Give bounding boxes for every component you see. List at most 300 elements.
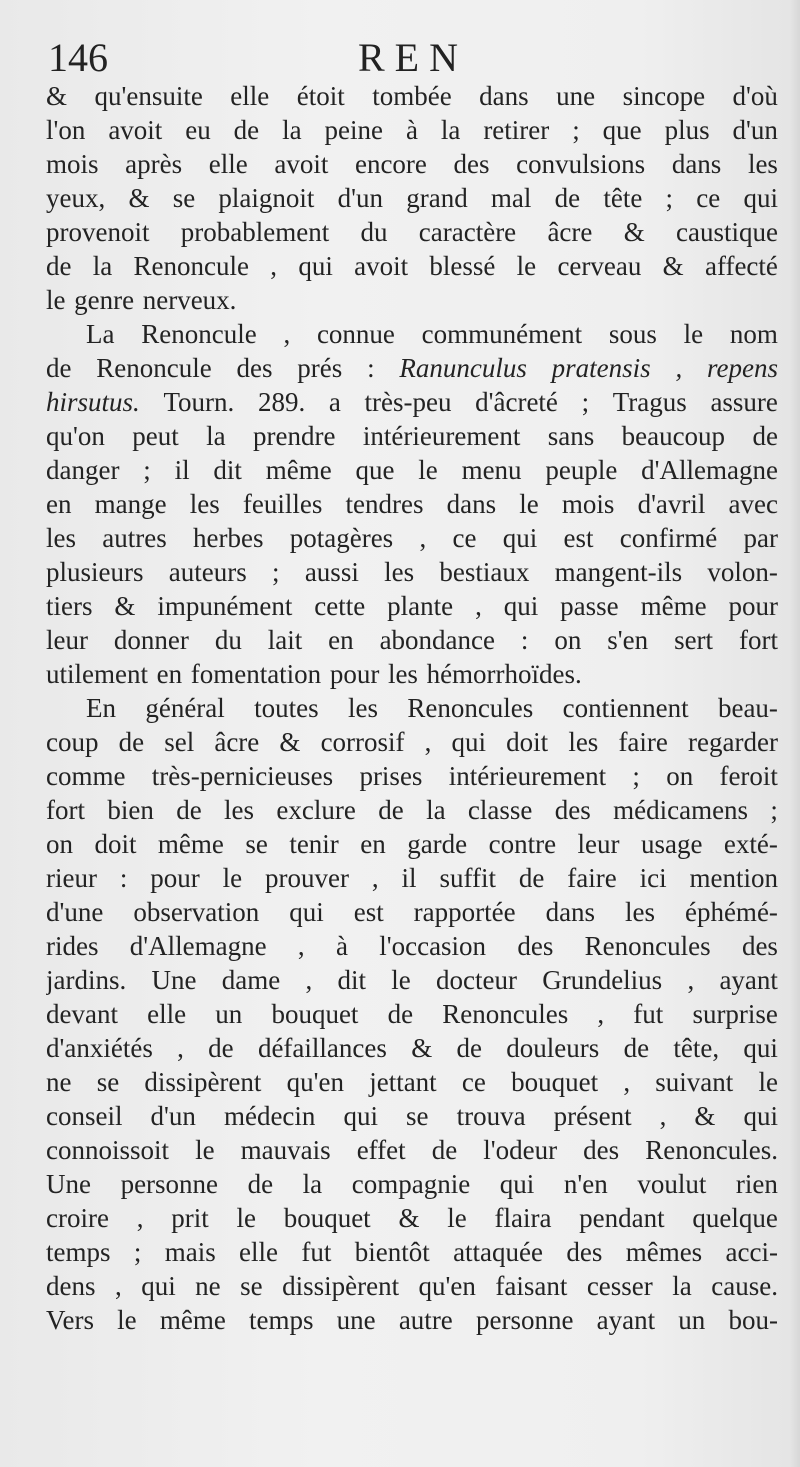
word: personne [120, 1169, 219, 1199]
word: croire [46, 1203, 109, 1233]
word: tenir [289, 829, 339, 859]
word: : [520, 625, 529, 655]
word: leur [577, 829, 620, 859]
word: qui [743, 1101, 778, 1131]
word: cette [314, 591, 366, 621]
word: Renoncule [141, 319, 257, 349]
word: fomentation [190, 659, 322, 689]
word: convulsions [516, 149, 646, 179]
word: le [391, 965, 411, 995]
word: connoissoit [46, 1135, 170, 1165]
word: , [177, 1033, 184, 1063]
word: est [563, 523, 594, 553]
word: mais [164, 1237, 216, 1267]
word: dens [46, 1271, 96, 1301]
word: ; [572, 115, 580, 145]
word: dit [213, 455, 242, 485]
text-line [46, 929, 778, 963]
word: prises [359, 761, 423, 791]
word: caractère [418, 217, 517, 247]
word: voulut [637, 1169, 707, 1199]
word: du [214, 625, 242, 655]
italic-word: , [675, 353, 683, 383]
word: & [114, 591, 136, 621]
word: attaquée [453, 1237, 544, 1267]
word: Tourn. [163, 387, 235, 417]
word: des [566, 1237, 603, 1267]
word: de [176, 795, 202, 825]
word: , [305, 965, 313, 995]
word: on [666, 761, 694, 791]
word: le [758, 1067, 778, 1097]
word: la [206, 421, 226, 451]
word: en [46, 489, 72, 519]
word: : [119, 863, 128, 893]
word: le [519, 489, 539, 519]
word: abondance [379, 625, 495, 655]
word: mois [561, 489, 615, 519]
word: ce [461, 1067, 486, 1097]
word: tête [603, 183, 643, 213]
word: même [159, 1305, 226, 1335]
text-line [46, 521, 778, 555]
word: fort [46, 795, 85, 825]
word: dans [671, 149, 722, 179]
word: doit [506, 727, 549, 757]
word: donner [113, 625, 189, 655]
word: le [683, 319, 704, 349]
word: beau- [717, 693, 778, 723]
word: confirmé [619, 523, 718, 553]
word: mois [46, 149, 99, 179]
word: les [384, 557, 415, 587]
word: le [236, 1203, 256, 1233]
word: Une [151, 965, 197, 995]
word: les [625, 897, 656, 927]
word: le [46, 285, 66, 315]
word: tiers [46, 591, 93, 621]
word: tendres [345, 489, 424, 519]
word: contre [488, 829, 557, 859]
word: très-peu [364, 387, 452, 417]
text-line [46, 1031, 778, 1065]
text-line [46, 1065, 778, 1099]
word: mange [94, 489, 167, 519]
word: autres [102, 523, 167, 553]
word: Grundelius [542, 965, 663, 995]
word: après [125, 149, 183, 179]
word: ; [143, 455, 151, 485]
word: regarder [688, 727, 778, 757]
word: & [279, 727, 301, 757]
word: que [355, 455, 395, 485]
word: en [156, 659, 183, 689]
word: ici [639, 863, 667, 893]
word: ce [696, 183, 721, 213]
text-line [46, 113, 778, 147]
word: douleurs [506, 1033, 600, 1063]
word: se [172, 183, 196, 213]
word: Tragus [612, 387, 687, 417]
word: coup [46, 727, 99, 757]
text-line [46, 215, 778, 249]
text-line [46, 79, 778, 113]
word: cerveau [557, 251, 642, 281]
word: se [96, 1067, 120, 1097]
word: mangent-ils [554, 557, 683, 587]
word: médicamens [613, 795, 749, 825]
word: avoit [108, 115, 163, 145]
word: des [583, 1135, 620, 1165]
word: hémorrhoïdes. [426, 659, 582, 689]
word: potagères [289, 523, 394, 553]
word: dame [221, 965, 281, 995]
word: d'âcreté [475, 387, 558, 417]
text-line [46, 147, 778, 181]
word: bouquet [511, 1067, 599, 1097]
word: , [659, 1101, 667, 1131]
word: nerveux. [142, 285, 237, 315]
word: de [518, 863, 545, 893]
page-edge-shadow [790, 0, 800, 1467]
word: menu [461, 455, 522, 485]
word: nom [729, 319, 778, 349]
word: bou- [728, 1305, 778, 1335]
word: peuple [545, 455, 618, 485]
word: de [378, 795, 404, 825]
word: le [222, 863, 243, 893]
text-line [46, 793, 778, 827]
word: , [597, 999, 605, 1029]
word: , [114, 1271, 122, 1301]
text-line [46, 385, 778, 419]
word: peine [324, 115, 384, 145]
text-line [46, 1133, 778, 1167]
word: un [678, 1305, 706, 1335]
word: Renoncules [407, 693, 534, 723]
word: on [46, 829, 73, 859]
page-header [48, 34, 776, 84]
word: l'odeur [483, 1135, 558, 1165]
word: , [475, 591, 482, 621]
word: les [189, 489, 220, 519]
word: qui [743, 183, 778, 213]
word: une [336, 1305, 376, 1335]
word: prendre [253, 421, 336, 451]
word: général [145, 693, 225, 723]
word: genre [74, 285, 135, 315]
word: dans [545, 897, 596, 927]
word: de [247, 1169, 274, 1199]
word: lait [267, 625, 303, 655]
word: mal [490, 183, 532, 213]
word: sincope [622, 81, 706, 111]
word: d'anxiétés [46, 1033, 153, 1063]
word: les [387, 659, 418, 689]
word: impunément [157, 591, 293, 621]
word: même [265, 455, 332, 485]
word: communément [421, 319, 583, 349]
word: de [456, 1033, 482, 1063]
word: est [353, 897, 384, 927]
running-head: REN [358, 35, 468, 80]
word: encore [354, 149, 427, 179]
word: les [224, 795, 255, 825]
text-line [46, 283, 778, 317]
word: d'avril [637, 489, 706, 519]
word: n'en [563, 1169, 608, 1199]
word: âcre [547, 217, 593, 247]
text-line [46, 861, 778, 895]
word: dit [337, 965, 366, 995]
word: dissipèrent [144, 1067, 262, 1097]
word: qui [502, 523, 538, 553]
word: fort [738, 625, 778, 655]
word: qui [298, 251, 333, 281]
text-line [46, 691, 778, 725]
word: comme [46, 761, 126, 791]
word: un [215, 999, 243, 1029]
word: bestiaux [439, 557, 530, 587]
text-line [46, 555, 778, 589]
word: intérieurement [448, 761, 607, 791]
word: ; [133, 1237, 142, 1267]
text-line [46, 657, 778, 691]
word: des [517, 931, 554, 961]
word: fut [633, 999, 664, 1029]
text-line [46, 1099, 778, 1133]
word: dans [446, 489, 497, 519]
word: elle [230, 81, 270, 111]
word: les [46, 523, 76, 553]
page-number: 146 [48, 35, 108, 80]
word: qu'ensuite [94, 81, 203, 111]
word: cause. [711, 1271, 778, 1301]
word: connue [316, 319, 395, 349]
word: usage [640, 829, 703, 859]
word: l'occasion [379, 931, 487, 961]
word: , [687, 965, 695, 995]
word: faire [618, 727, 668, 757]
word: de [208, 1033, 234, 1063]
word: on [554, 625, 582, 655]
word: passe [560, 591, 619, 621]
word: personne [475, 1305, 574, 1335]
word: toutes [254, 693, 319, 723]
word: même [157, 829, 224, 859]
word: suivant [655, 1067, 734, 1097]
word: cesser [586, 1271, 653, 1301]
word: surprise [692, 999, 778, 1029]
word: la [302, 1169, 323, 1199]
word: mauvais [240, 1135, 331, 1165]
word: compagnie [351, 1169, 471, 1199]
word: mêmes [625, 1237, 703, 1267]
word: de [233, 115, 260, 145]
word: pendant [579, 1203, 665, 1233]
word: ; [272, 557, 280, 587]
text-line [46, 181, 778, 215]
word: médecin [223, 1101, 316, 1131]
text-line [46, 487, 778, 521]
word: contiennent [562, 693, 689, 723]
word: même [640, 591, 707, 621]
word: rides [46, 931, 99, 961]
word: classe [467, 795, 533, 825]
word: temps [249, 1305, 314, 1335]
word: garde [407, 829, 468, 859]
word: bouquet [271, 999, 359, 1029]
word: corrosif [320, 727, 405, 757]
word: rieur [46, 863, 97, 893]
word: & [662, 251, 684, 281]
word: d'un [732, 115, 778, 145]
text-line [46, 759, 778, 793]
word: , [270, 251, 278, 281]
word: bientôt [354, 1237, 430, 1267]
text-line [46, 317, 778, 351]
word: & [411, 1033, 433, 1063]
word: la [92, 251, 113, 281]
word: volon- [707, 557, 778, 587]
word: auteurs [168, 557, 247, 587]
word: peut [132, 421, 179, 451]
word: , [419, 523, 427, 553]
word: tombée [372, 81, 452, 111]
text-line [46, 589, 778, 623]
word: qui [289, 897, 324, 927]
italic-word: pratensis [551, 353, 651, 383]
word: probablement [180, 217, 330, 247]
word: qu'en [286, 1067, 344, 1097]
word: provenoit [46, 217, 150, 247]
word: ayant [596, 1305, 656, 1335]
text-line [46, 351, 778, 385]
word: exclure [276, 795, 356, 825]
word: & [46, 81, 68, 111]
word: trouva [456, 1101, 526, 1131]
text-line [46, 453, 778, 487]
word: elle [208, 149, 248, 179]
word: des [554, 795, 591, 825]
word: les [747, 149, 778, 179]
word: qui [343, 1101, 378, 1131]
word: intérieurement [362, 421, 521, 451]
word: présent [553, 1101, 632, 1131]
word: sous [608, 319, 657, 349]
word: Renoncule [96, 353, 212, 383]
word: la [672, 1271, 692, 1301]
word: , [371, 863, 379, 893]
word: retirer [483, 115, 550, 145]
word: & [623, 217, 645, 247]
word: d'une [46, 897, 104, 927]
word: étoit [296, 81, 345, 111]
word: une [556, 81, 596, 111]
word: conseil [46, 1101, 123, 1131]
text-line [46, 1303, 778, 1337]
word: la [282, 115, 302, 145]
word: rapportée [413, 897, 516, 927]
word: d'un [337, 183, 383, 213]
word: faisant [495, 1271, 568, 1301]
word: ayant [719, 965, 778, 995]
word: danger [46, 455, 120, 485]
word: se [406, 1101, 429, 1131]
word: en [328, 625, 354, 655]
word: d'Allemagne [129, 931, 267, 961]
word: feuilles [242, 489, 323, 519]
word: ne [195, 1271, 221, 1301]
word: flaira [494, 1203, 552, 1233]
word: d'un [150, 1101, 196, 1131]
word: que [602, 115, 642, 145]
word: en [360, 829, 386, 859]
word: la [440, 115, 461, 145]
text-line [46, 419, 778, 453]
word: le [516, 251, 537, 281]
word: pour [728, 591, 778, 621]
word: le [447, 1203, 467, 1233]
word: devant [46, 999, 118, 1029]
word: plusieurs [46, 557, 144, 587]
word: les [568, 727, 599, 757]
word: docteur [435, 965, 517, 995]
word: tête, [673, 1033, 720, 1063]
word: prés [297, 353, 343, 383]
word: bien [107, 795, 154, 825]
text-line [46, 1201, 778, 1235]
word: de [46, 251, 72, 281]
word: & [694, 1101, 716, 1131]
word: sel [164, 727, 195, 757]
word: & [398, 1203, 420, 1233]
word: herbes [193, 523, 264, 553]
word: bouquet [283, 1203, 371, 1233]
word: mention [689, 863, 778, 893]
word: pour [329, 659, 380, 689]
word: ; [632, 761, 640, 791]
word: jardins. [46, 965, 127, 995]
word: elle [147, 999, 187, 1029]
word: doit [94, 829, 137, 859]
word: prit [171, 1203, 209, 1233]
word: feroit [719, 761, 778, 791]
word: ; [770, 795, 778, 825]
word: Une [46, 1169, 91, 1199]
word: qu'on [46, 421, 105, 451]
word: pour [150, 863, 200, 893]
word: ne [46, 1067, 72, 1097]
word: de [431, 1135, 458, 1165]
word: qui [141, 1271, 176, 1301]
word: d'Allemagne [641, 455, 778, 485]
word: 289. [257, 387, 306, 417]
word: des [741, 931, 778, 961]
word: En [86, 693, 116, 723]
text-line [46, 623, 778, 657]
word: affecté [704, 251, 778, 281]
word: aussi [304, 557, 359, 587]
word: ; [665, 183, 674, 213]
word: des [453, 149, 490, 179]
text-line [46, 1235, 778, 1269]
word: des [236, 353, 273, 383]
word: , [623, 1067, 631, 1097]
word: l'on [46, 115, 86, 145]
text-line [46, 725, 778, 759]
word: , [283, 319, 291, 349]
